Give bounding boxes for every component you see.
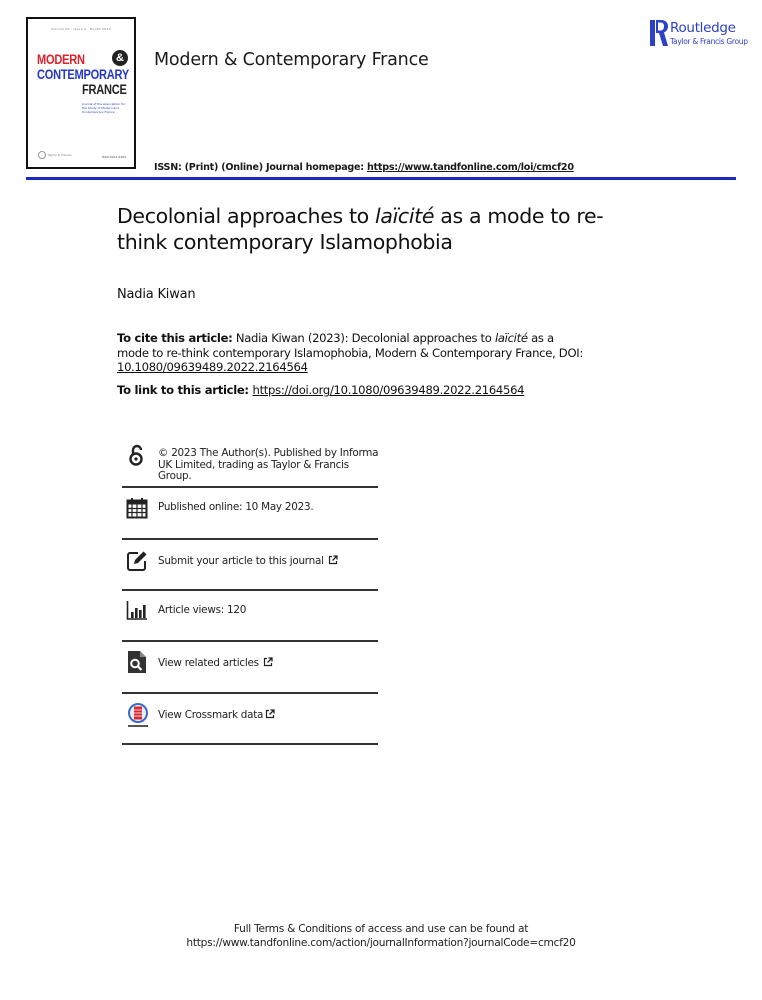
- link-label: To link to this article:: [117, 383, 253, 397]
- issn-label: ISSN: (Print) (Online) Journal homepage:: [154, 162, 367, 173]
- routledge-logo-icon: [650, 20, 668, 46]
- article-views: Article views: 120: [158, 604, 247, 616]
- footer-terms: [0, 922, 762, 950]
- article-doi-link[interactable]: https://doi.org/10.1080/09639489.2022.2164564: [252, 383, 525, 397]
- citation: [117, 331, 587, 375]
- issn-line: [154, 162, 574, 173]
- external-link-icon: [265, 709, 275, 719]
- crossmark-icon: [126, 703, 150, 729]
- cite-label: To cite this article:: [117, 331, 233, 345]
- copyright-text: © 2023 The Author(s). Published by Informa UK Limited, trading as Taylor & Francis Group.: [158, 447, 379, 482]
- article-title: [117, 203, 637, 255]
- header-divider: [26, 177, 736, 180]
- cover-issn: ISSN 0963-9489: [101, 155, 126, 159]
- cover-title-france: FRANCE: [82, 82, 127, 97]
- published-date: Published online: 10 May 2023.: [158, 501, 314, 513]
- crossmark-link[interactable]: [122, 694, 378, 745]
- article-link-line: [117, 383, 524, 397]
- related-articles-link[interactable]: [122, 642, 378, 694]
- cover-ampersand: &: [112, 50, 128, 66]
- cover-title-contemporary: CONTEMPORARY: [37, 67, 129, 82]
- cover-subtitle: Journal of the Association for the Study of Modern and Contemporary France: [82, 102, 126, 114]
- crossmark-text: View Crossmark data: [158, 709, 264, 721]
- submit-article-link[interactable]: [122, 540, 378, 591]
- search-document-icon: [126, 651, 148, 673]
- external-link-icon: [263, 657, 273, 667]
- info-open-access: [122, 441, 378, 488]
- footer-terms-link[interactable]: https://www.tandfonline.com/action/journalInformation?journalCode=cmcf20: [186, 937, 576, 949]
- footer-line-1: Full Terms & Conditions of access and use can be found at: [233, 923, 529, 935]
- calendar-icon: [126, 497, 148, 519]
- cite-doi-link[interactable]: 10.1080/09639489.2022.2164564: [117, 360, 308, 374]
- title-part: as a mode to re-think contemporary Islamophobia: [117, 204, 604, 254]
- related-articles-text: View related articles: [158, 657, 259, 669]
- open-access-icon: [126, 444, 148, 466]
- cite-italic-term: laïcité: [494, 331, 528, 345]
- cover-publisher: Taylor & Francis: [38, 151, 72, 159]
- cite-text: Nadia Kiwan (2023): Decolonial approaches to: [232, 331, 495, 345]
- routledge-tagline: Taylor & Francis Group: [670, 37, 748, 46]
- article-author: Nadia Kiwan: [117, 287, 196, 302]
- external-link-icon: [328, 555, 338, 565]
- cite-text: as a mode to re-think contemporary Islamophobia, Modern & Contemporary France, DOI:: [117, 331, 583, 360]
- title-italic-term: laïcité: [375, 204, 435, 228]
- cover-volume-line: Volume 00 · Issue 0 · Month 2023: [51, 27, 111, 31]
- info-article-views: [122, 591, 378, 642]
- title-part: Decolonial approaches to: [117, 204, 376, 228]
- bar-chart-icon: [126, 599, 148, 621]
- info-published: [122, 488, 378, 540]
- routledge-name: Routledge: [670, 20, 736, 36]
- journal-name: Modern & Contemporary France: [154, 50, 429, 70]
- journal-homepage-link[interactable]: https://www.tandfonline.com/loi/cmcf20: [366, 162, 574, 173]
- submit-article-text: Submit your article to this journal: [158, 555, 324, 567]
- article-info-list: [122, 441, 378, 745]
- edit-icon: [126, 550, 148, 572]
- journal-cover-thumbnail: [26, 17, 136, 169]
- cover-title-modern: MODERN: [37, 52, 85, 67]
